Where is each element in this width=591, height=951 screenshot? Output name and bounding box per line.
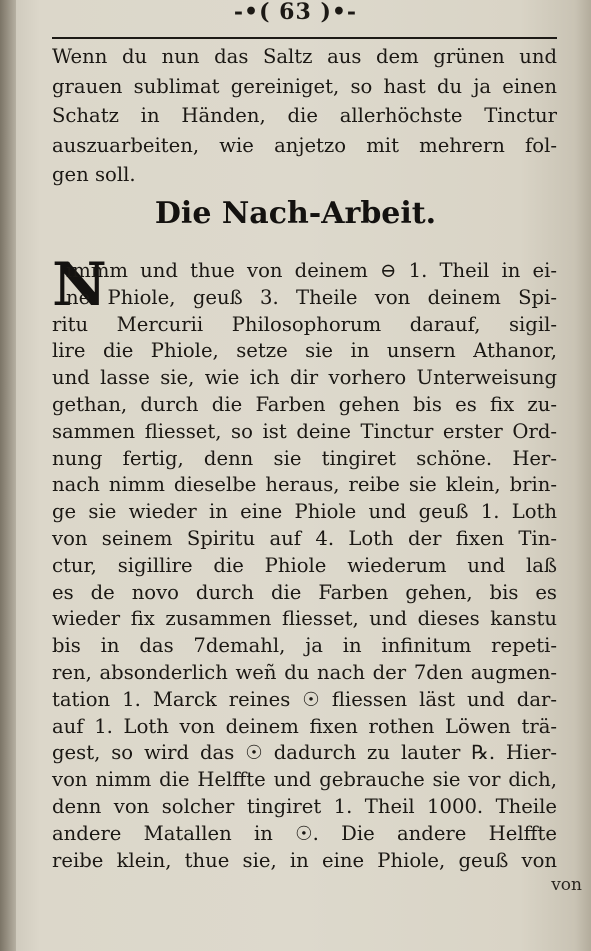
text-line: von nimm die Helffte und gebrauche sie vor dich, <box>52 768 557 792</box>
book-spine-shadow <box>0 0 16 951</box>
text-line: grauen sublimat gereiniget, so hast du ja einen <box>52 74 557 98</box>
catchword: von <box>551 875 582 895</box>
drop-capital: N <box>52 250 107 320</box>
text-line: es de novo durch die Farben gehen, bis es <box>52 580 557 604</box>
text-line: gen soll. <box>52 163 136 186</box>
text-line: von seinem Spiritu auf 4. Loth der fixen Tin- <box>52 527 557 550</box>
text-line: nung fertig, denn sie tingiret schöne. Her- <box>52 446 557 470</box>
text-line: wieder fix zusammen fliesset, und dieses kanstu <box>52 607 557 631</box>
text-line: ritu Mercurii Philosophorum darauf, sigil- <box>52 312 557 336</box>
text-line: Wenn du nun das Saltz aus dem grünen und <box>52 45 557 68</box>
text-line: bis in das 7demahl, ja in infinitum repeti- <box>52 634 557 658</box>
page-number-header: -•( 63 )•- <box>233 0 358 25</box>
text-line: nach nimm dieselbe heraus, reibe sie klein, brin- <box>52 473 557 497</box>
text-line: Schatz in Händen, die allerhöchste Tinctur <box>52 104 557 127</box>
text-line: ge sie wieder in eine Phiole und geuß 1. Loth <box>52 500 557 524</box>
text-line: gethan, durch die Farben gehen bis es fix zu- <box>52 393 557 416</box>
text-line: auszuarbeiten, wie anjetzo mit mehrern fol- <box>52 133 557 157</box>
text-line: auf 1. Loth von deinem fixen rothen Löwen trä- <box>52 714 557 738</box>
text-line: und lasse sie, wie ich dir vorhero Unterweisung <box>52 366 557 390</box>
text-line: reibe klein, thue sie, in eine Phiole, geuß von <box>52 848 557 872</box>
section-heading: Die Nach-Arbeit. <box>154 196 437 231</box>
header-rule <box>52 37 557 39</box>
text-line: andere Matallen in ☉. Die andere Helffte <box>52 821 557 845</box>
text-line: denn von solcher tingiret 1. Theil 1000. Theile <box>52 795 557 818</box>
text-line: sammen fliesset, so ist deine Tinctur erster Ord- <box>52 419 557 443</box>
text-line: tation 1. Marck reines ☉ fliessen läst und dar- <box>52 687 557 711</box>
text-line: ctur, sigillire die Phiole wiederum und laß <box>52 553 557 577</box>
text-line: ren, absonderlich weñ du nach der 7den augmen- <box>52 661 557 684</box>
text-line: ne Phiole, geuß 3. Theile von deinem Spi- <box>66 285 557 309</box>
text-line: lire die Phiole, setze sie in unsern Athanor, <box>52 339 557 363</box>
text-line: gest, so wird das ☉ dadurch zu lauter ℞. Hier- <box>52 741 557 765</box>
text-line: immm und thue von deinem ⊖ 1. Theil in ei- <box>66 259 557 282</box>
